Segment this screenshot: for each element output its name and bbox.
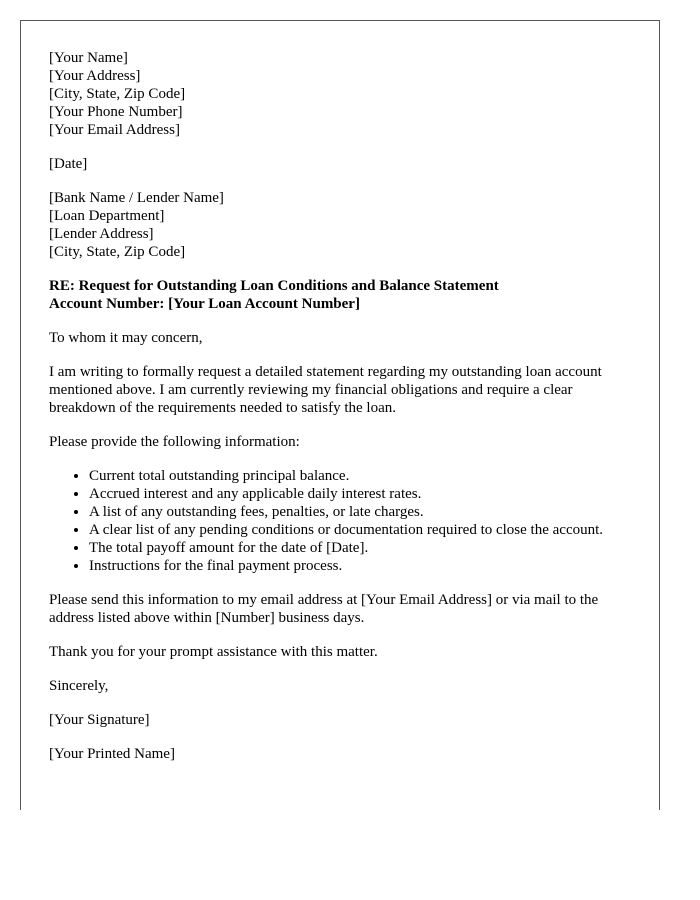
send-request-paragraph: Please send this information to my email address at [Your Email Address] or via mail to the address listed above within [Number] business days. [49,592,599,626]
letter-content [49,49,639,779]
sender-city-state-zip: [City, State, Zip Code] [49,86,186,102]
intro-paragraph: I am writing to formally request a detailed statement regarding my outstanding loan account mentioned above. I am currently reviewing my financial obligations and require a clear breakdown of the requirements needed to satisfy the loan. [49,364,602,416]
sender-phone: [Your Phone Number] [49,104,183,120]
list-item: • A list of any outstanding fees, penalties, or late charges. [89,503,639,521]
recipient-department: [Loan Department] [49,208,165,224]
closing: Sincerely, [49,678,109,694]
printed-name: [Your Printed Name] [49,746,175,762]
sender-block [49,49,639,139]
thanks-paragraph: Thank you for your prompt assistance with this matter. [49,644,378,660]
recipient-block [49,189,639,261]
sender-name: [Your Name] [49,50,128,66]
recipient-city-state-zip: [City, State, Zip Code] [49,244,186,260]
sender-email: [Your Email Address] [49,122,180,138]
requested-info-list [49,467,639,575]
sender-address: [Your Address] [49,68,141,84]
list-intro: Please provide the following information: [49,434,300,450]
subject-re-line: RE: Request for Outstanding Loan Conditions and Balance Statement [49,278,499,294]
subject-account-line: Account Number: [Your Loan Account Number] [49,296,360,312]
list-item: • Instructions for the final payment process. [89,557,639,575]
letter-page [20,20,660,810]
list-item: • The total payoff amount for the date of [Date]. [89,539,639,557]
recipient-bank: [Bank Name / Lender Name] [49,190,224,206]
salutation: To whom it may concern, [49,330,203,346]
letter-date: [Date] [49,156,88,172]
list-item: • A clear list of any pending conditions or documentation required to close the account. [89,521,639,539]
signature: [Your Signature] [49,712,150,728]
subject-block [49,277,639,313]
list-item: • Accrued interest and any applicable daily interest rates. [89,485,639,503]
date-block [49,155,639,173]
list-item: • Current total outstanding principal balance. [89,467,639,485]
recipient-address: [Lender Address] [49,226,154,242]
